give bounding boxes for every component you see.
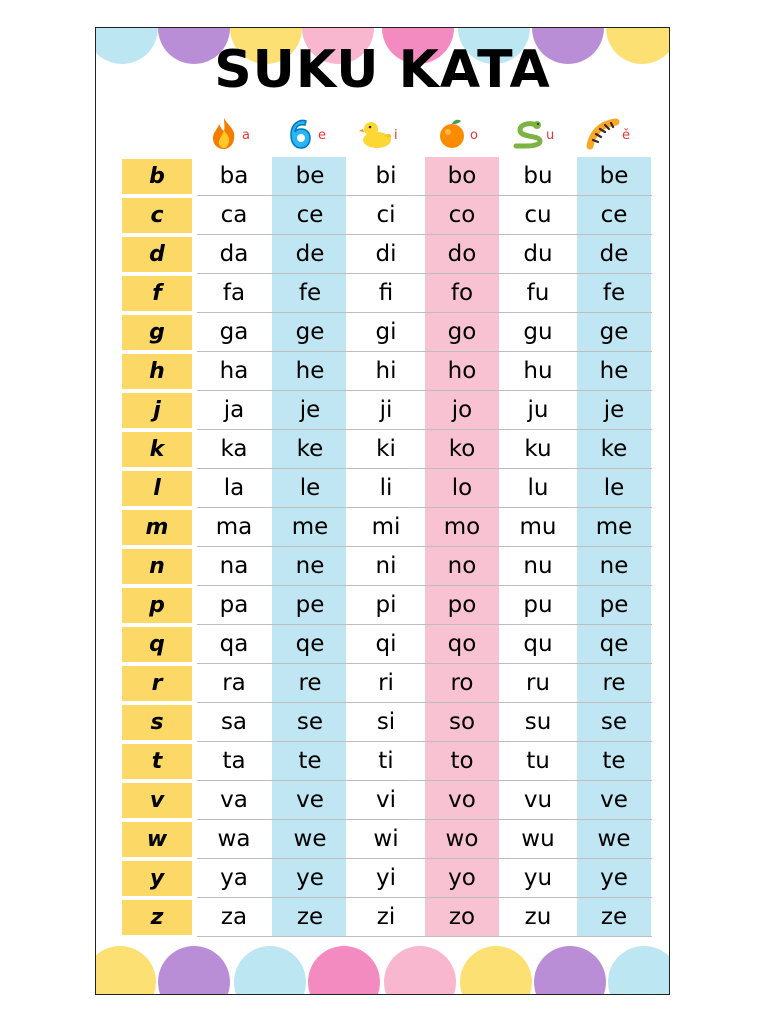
fire-icon <box>206 116 242 150</box>
syllable-cell: na <box>219 553 249 579</box>
syllable-cell: ti <box>378 748 394 774</box>
syllable-cell: la <box>223 475 245 501</box>
table-row <box>96 625 670 663</box>
syllable-cell: qi <box>375 631 397 657</box>
syllable-cell: ta <box>222 748 246 774</box>
syllable-cell: gu <box>523 319 553 345</box>
syllable-cell: mo <box>443 514 481 540</box>
syllable-cell: va <box>220 787 248 813</box>
syllable-cell: ze <box>600 904 628 930</box>
vowel-header-a <box>194 110 270 154</box>
consonant-label: l <box>122 471 192 506</box>
syllable-cell: to <box>450 748 474 774</box>
syllable-cell: ge <box>599 319 629 345</box>
syllable-cell: du <box>523 241 553 267</box>
syllable-cell: zi <box>376 904 396 930</box>
syllable-cell: nu <box>523 553 553 579</box>
table-row <box>96 391 670 429</box>
consonant-label: g <box>122 315 192 350</box>
syllable-cell: te <box>602 748 626 774</box>
syllable-cell: si <box>376 709 396 735</box>
syllable-cell: fe <box>298 280 322 306</box>
syllable-cell: no <box>447 553 477 579</box>
syllable-cell: ha <box>219 358 249 384</box>
vowel-letter: e <box>318 128 326 143</box>
syllable-cell: lu <box>527 475 549 501</box>
scallop-decoration <box>460 946 532 995</box>
syllable-cell: fe <box>602 280 626 306</box>
syllable-cell: da <box>219 241 249 267</box>
syllable-cell: se <box>296 709 324 735</box>
consonant-label: q <box>122 627 192 662</box>
syllable-cell: so <box>448 709 476 735</box>
syllable-cell: ce <box>600 202 628 228</box>
syllable-cell: li <box>379 475 393 501</box>
vowel-letter: u <box>546 128 555 143</box>
syllable-cell: bi <box>375 163 397 189</box>
syllable-cell: qo <box>447 631 477 657</box>
number-six-icon <box>282 116 318 150</box>
syllable-cell: ja <box>223 397 245 423</box>
table-row <box>96 235 670 273</box>
syllable-cell: yu <box>523 865 553 891</box>
syllable-cell: go <box>447 319 477 345</box>
consonant-label: f <box>122 276 192 311</box>
syllable-cell: jo <box>451 397 473 423</box>
syllable-cell: ju <box>527 397 549 423</box>
syllable-cell: ji <box>379 397 393 423</box>
syllable-cell: fu <box>526 280 550 306</box>
table-row <box>96 859 670 897</box>
vowel-letter: a <box>242 128 250 143</box>
syllable-cell: be <box>599 163 629 189</box>
vowel-header-i <box>346 110 422 154</box>
syllable-cell: yo <box>448 865 476 891</box>
syllable-cell: he <box>295 358 325 384</box>
syllable-cell: ni <box>375 553 397 579</box>
syllable-cell: wu <box>521 826 555 852</box>
syllable-cell: ri <box>378 670 394 696</box>
syllable-cell: ne <box>295 553 325 579</box>
table-row <box>96 469 670 507</box>
syllable-cell: wi <box>373 826 399 852</box>
syllable-cell: bo <box>447 163 477 189</box>
vowel-header-o <box>422 110 498 154</box>
syllable-cell: pi <box>375 592 397 618</box>
syllable-cell: wo <box>445 826 479 852</box>
vowel-header <box>194 110 650 154</box>
scallop-decoration <box>158 946 230 995</box>
table-row <box>96 586 670 624</box>
syllable-cell: su <box>524 709 552 735</box>
syllable-cell: fa <box>222 280 246 306</box>
syllable-cell: ho <box>447 358 477 384</box>
syllable-cell: je <box>299 397 321 423</box>
syllable-cell: ye <box>600 865 628 891</box>
scallop-decoration <box>608 946 670 995</box>
consonant-label: n <box>122 549 192 584</box>
consonant-label: z <box>122 900 192 935</box>
syllable-cell: re <box>298 670 322 696</box>
consonant-label: t <box>122 744 192 779</box>
table-row <box>96 196 670 234</box>
scallop-decoration <box>534 946 606 995</box>
vowel-letter: o <box>470 128 478 143</box>
vowel-header-e-breve <box>574 110 650 154</box>
table-row <box>96 703 670 741</box>
syllable-cell: wa <box>217 826 251 852</box>
consonant-label: y <box>122 861 192 896</box>
syllable-cell: vu <box>523 787 553 813</box>
syllable-cell: po <box>447 592 477 618</box>
syllable-cell: de <box>295 241 325 267</box>
consonant-label: c <box>122 198 192 233</box>
syllable-cell: hi <box>375 358 397 384</box>
syllable-cell: de <box>599 241 629 267</box>
table-row <box>96 898 670 936</box>
syllable-cell: di <box>375 241 397 267</box>
snake-icon <box>510 116 546 150</box>
syllable-cell: ne <box>599 553 629 579</box>
consonant-label: k <box>122 432 192 467</box>
syllable-cell: pa <box>219 592 249 618</box>
table-row <box>96 274 670 312</box>
syllable-cell: lo <box>451 475 473 501</box>
syllable-cell: ma <box>215 514 253 540</box>
syllable-cell: pu <box>523 592 553 618</box>
consonant-label: d <box>122 237 192 272</box>
table-row <box>96 430 670 468</box>
syllable-cell: ra <box>222 670 246 696</box>
syllable-cell: ru <box>525 670 551 696</box>
syllable-cell: za <box>220 904 248 930</box>
tiger-tail-icon <box>586 116 622 150</box>
syllable-cell: do <box>447 241 477 267</box>
orange-fruit-icon <box>434 116 470 150</box>
syllable-cell: ci <box>376 202 396 228</box>
syllable-cell: mu <box>519 514 557 540</box>
syllable-cell: me <box>291 514 329 540</box>
syllable-cell: vo <box>448 787 476 813</box>
consonant-label: m <box>122 510 192 545</box>
consonant-label: p <box>122 588 192 623</box>
syllable-cell: ke <box>600 436 628 462</box>
vowel-letter: ě <box>622 128 630 143</box>
table-row <box>96 781 670 819</box>
table-row <box>96 313 670 351</box>
table-row <box>96 820 670 858</box>
syllable-cell: re <box>602 670 626 696</box>
consonant-label: w <box>122 822 192 857</box>
syllable-cell: we <box>597 826 631 852</box>
syllable-cell: pe <box>295 592 325 618</box>
syllable-cell: ce <box>296 202 324 228</box>
syllable-cell: be <box>295 163 325 189</box>
syllable-cell: cu <box>524 202 552 228</box>
syllable-cell: ka <box>220 436 248 462</box>
table-row <box>96 664 670 702</box>
table-row <box>96 508 670 546</box>
scallop-decoration <box>95 946 156 995</box>
syllable-cell: fo <box>450 280 474 306</box>
consonant-label: s <box>122 705 192 740</box>
syllable-cell: me <box>595 514 633 540</box>
syllable-cell: mi <box>371 514 401 540</box>
syllable-cell: ki <box>376 436 396 462</box>
consonant-label: r <box>122 666 192 701</box>
syllable-cell: fi <box>378 280 394 306</box>
scallop-decoration <box>308 946 380 995</box>
table-row <box>96 547 670 585</box>
syllable-cell: vi <box>375 787 396 813</box>
duck-icon <box>358 116 394 150</box>
syllable-cell: pe <box>599 592 629 618</box>
scallop-decoration <box>234 946 306 995</box>
syllable-cell: ve <box>600 787 628 813</box>
syllable-cell: ca <box>220 202 248 228</box>
syllable-cell: he <box>599 358 629 384</box>
consonant-label: j <box>122 393 192 428</box>
table-row <box>96 157 670 195</box>
row-divider <box>197 936 652 937</box>
syllable-cell: ze <box>296 904 324 930</box>
syllable-cell: co <box>448 202 476 228</box>
syllable-cell: yi <box>375 865 396 891</box>
syllable-cell: gi <box>375 319 397 345</box>
syllable-cell: te <box>298 748 322 774</box>
vowel-header-e <box>270 110 346 154</box>
syllable-cell: ga <box>219 319 249 345</box>
syllable-cell: ku <box>524 436 552 462</box>
syllable-cell: qu <box>523 631 553 657</box>
scallop-decoration <box>384 946 456 995</box>
syllable-cell: ye <box>296 865 324 891</box>
syllable-cell: se <box>600 709 628 735</box>
syllable-cell: ko <box>448 436 476 462</box>
syllable-cell: sa <box>220 709 248 735</box>
syllable-cell: ke <box>296 436 324 462</box>
syllable-cell: ge <box>295 319 325 345</box>
syllable-cell: qe <box>599 631 629 657</box>
syllable-cell: zo <box>448 904 476 930</box>
syllable-cell: ve <box>296 787 324 813</box>
syllable-chart-poster <box>95 27 670 995</box>
syllable-cell: qe <box>295 631 325 657</box>
syllable-cell: ro <box>450 670 474 696</box>
table-row <box>96 742 670 780</box>
vowel-header-u <box>498 110 574 154</box>
syllable-cell: le <box>603 475 625 501</box>
table-row <box>96 352 670 390</box>
syllable-cell: ya <box>220 865 248 891</box>
syllable-cell: hu <box>523 358 553 384</box>
syllable-cell: zu <box>524 904 552 930</box>
syllable-cell: qa <box>219 631 249 657</box>
consonant-label: v <box>122 783 192 818</box>
page-title: SUKU KATA <box>214 40 551 100</box>
syllable-cell: bu <box>523 163 553 189</box>
syllable-cell: je <box>603 397 625 423</box>
vowel-letter: i <box>394 128 398 143</box>
consonant-label: h <box>122 354 192 389</box>
syllable-cell: le <box>299 475 321 501</box>
consonant-label: b <box>122 159 192 194</box>
syllable-cell: ba <box>219 163 249 189</box>
syllable-cell: tu <box>526 748 550 774</box>
syllable-cell: we <box>293 826 327 852</box>
